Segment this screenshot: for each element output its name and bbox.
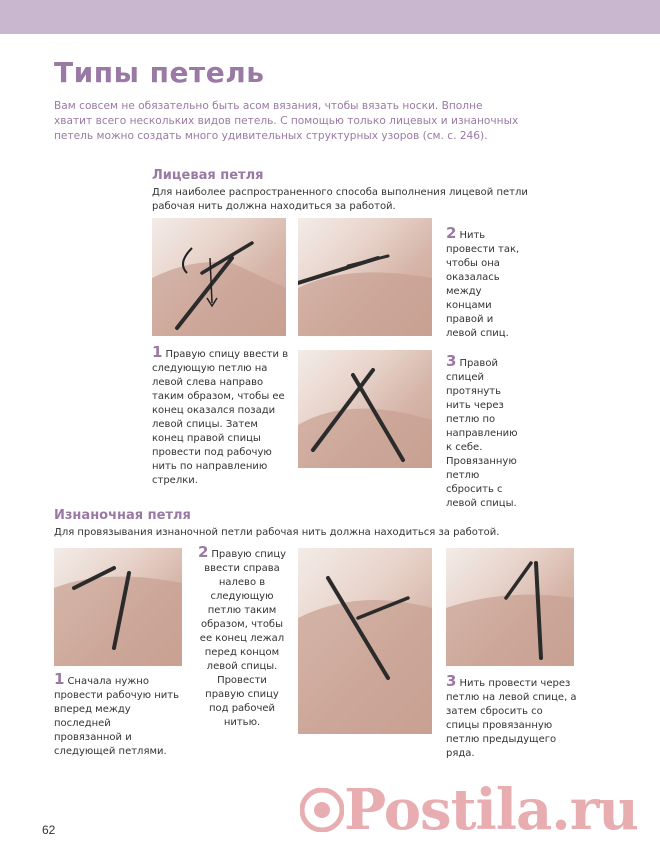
knit-section-description: Для наиболее распространенного способа выполнения лицевой петли рабочая нить должна находиться за работой. [152, 187, 528, 212]
purl-section-description: Для провязывания изнаночной петли рабочая нить должна находиться за работой. [54, 527, 500, 538]
knit-step-2-photo [298, 218, 432, 336]
step-text: Нить провести через петлю на левой спице, а затем сбросить со спицы провязанную петлю предыдущего ряда. [446, 678, 577, 759]
step-text: Правую спицу ввести в следующую петлю на левой слева направо таким образом, чтобы ее конец оказался позади левой спицы. Затем конец правой спицы провести под рабочую нить по направлению стрелки. [152, 349, 289, 486]
knit-step-3-photo [298, 350, 432, 468]
watermark [300, 777, 638, 843]
knit-step-1-text [152, 345, 290, 488]
step-text: Сначала нужно провести рабочую нить вперед между последней провязанной и следующей петлями. [54, 676, 179, 757]
knit-section-title: Лицевая петля [152, 168, 264, 183]
step-number: 1 [152, 343, 163, 361]
page-title: Типы петель [54, 56, 265, 89]
step-number: 3 [446, 672, 457, 690]
page-number: 62 [42, 823, 56, 837]
purl-step-3-text [446, 674, 578, 761]
purl-section-title: Изнаночная петля [54, 508, 191, 523]
watermark-text: Postila.ru [344, 777, 638, 843]
step-text: Нить провести так, чтобы она оказалась между концами правой и левой спиц. [446, 230, 520, 339]
postila-logo-icon [300, 788, 344, 832]
step-text: Правой спицей протянуть нить через петлю по направлению к себе. Провязанную петлю сбросить с левой спицы. [446, 358, 518, 509]
purl-step-2-text [196, 545, 288, 730]
knit-step-3-text [446, 354, 526, 511]
purl-step-2-photo [298, 548, 432, 734]
knit-needle-arrow-illustration [152, 218, 286, 336]
intro-text: Вам совсем не обязательно быть асом вязания, чтобы вязать носки. Вполне хватит всего нескольких видов петель. С помощью только лицевых и изнаночных петель можно создать много удивительных структурных узоров (см. с. 246). [54, 100, 519, 142]
knit-step-2-text [446, 226, 526, 341]
step-number: 1 [54, 670, 65, 688]
purl-step-1-text [54, 672, 182, 759]
knit-step-1-photo [152, 218, 286, 336]
purl-step-3-photo [446, 548, 574, 666]
step-number: 3 [446, 352, 457, 370]
top-color-band [0, 0, 660, 34]
step-number: 2 [446, 224, 457, 242]
step-number: 2 [197, 543, 209, 561]
purl-step-1-photo [54, 548, 182, 666]
step-text: Правую спицу ввести справа налево в следующую петлю таким образом, чтобы ее конец лежал перед концом левой спицы. Провести правую спицу под рабочей нитью. [199, 549, 287, 728]
